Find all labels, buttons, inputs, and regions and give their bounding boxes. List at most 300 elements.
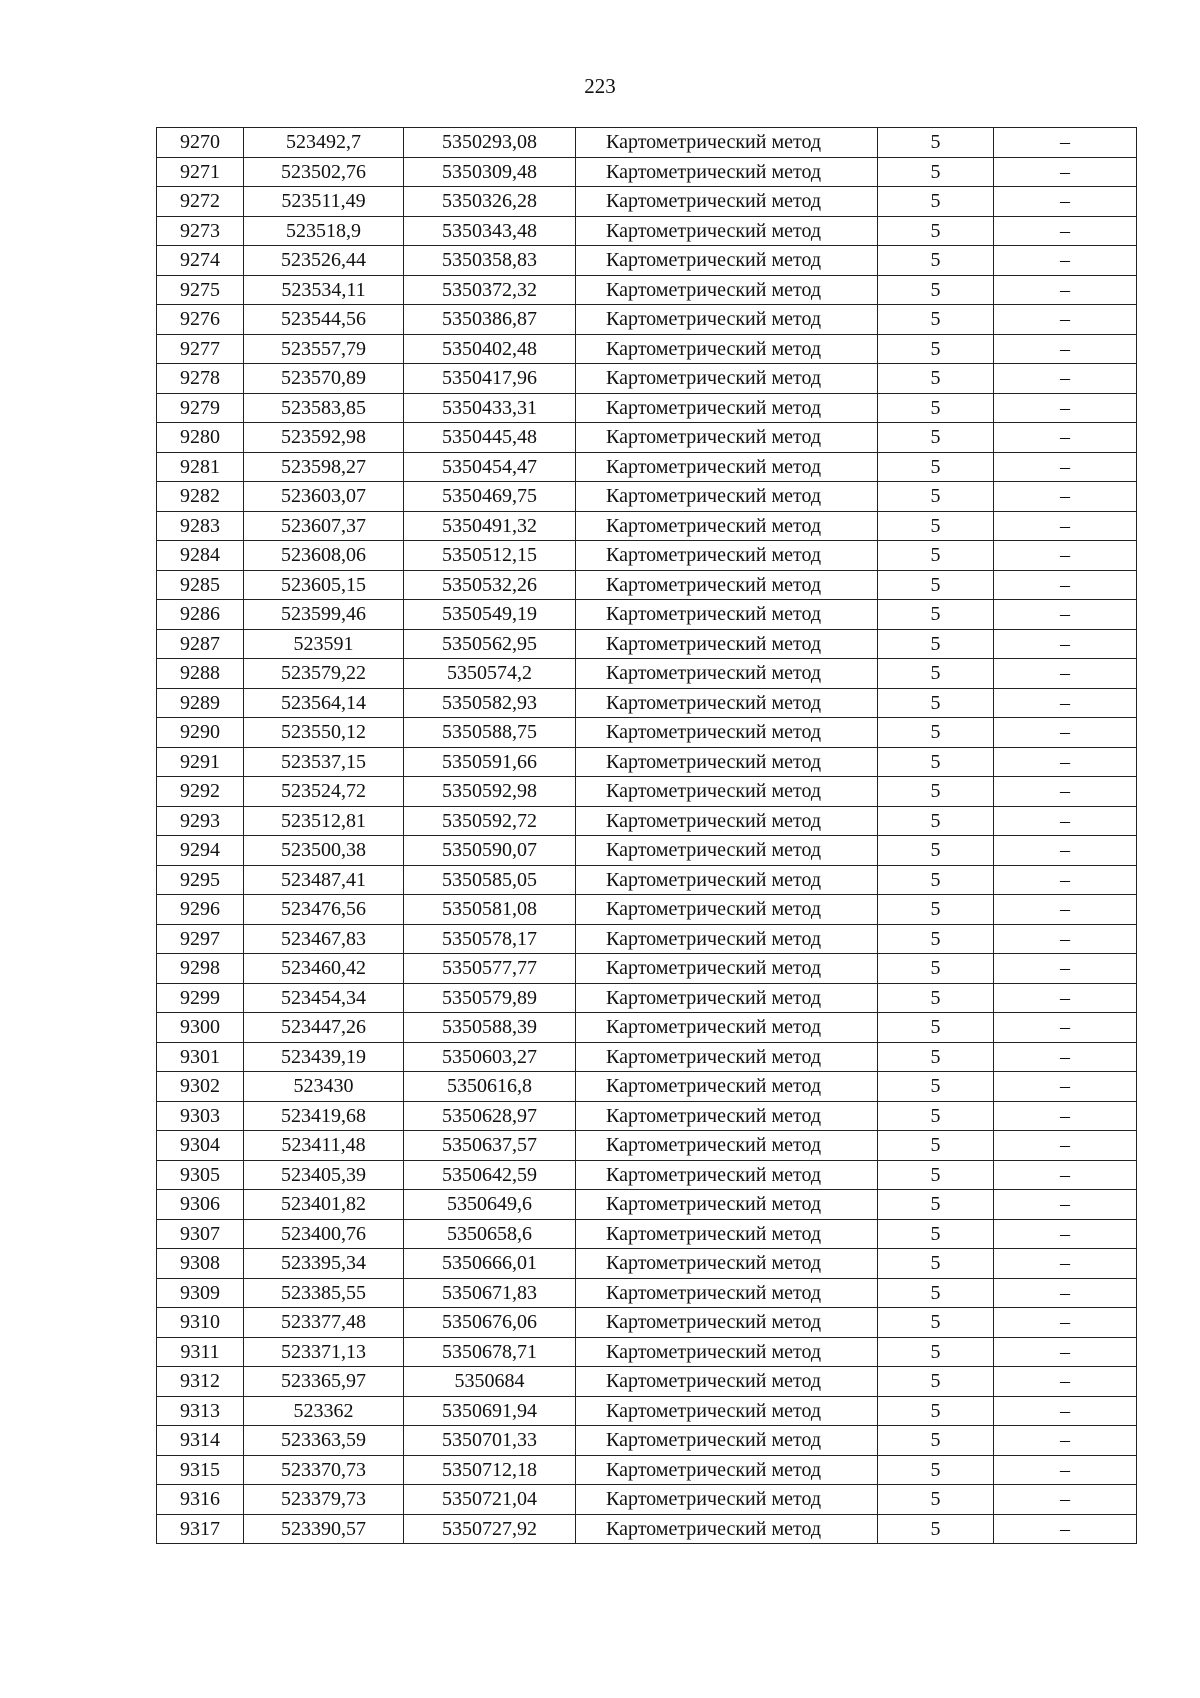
point-number-cell: 9299 bbox=[157, 983, 244, 1013]
x-coordinate-cell: 523419,68 bbox=[244, 1101, 404, 1131]
accuracy-cell: 5 bbox=[878, 1308, 994, 1338]
x-coordinate-cell: 523583,85 bbox=[244, 393, 404, 423]
y-coordinate-cell: 5350649,6 bbox=[404, 1190, 576, 1220]
method-cell: Картометрический метод bbox=[576, 954, 878, 984]
accuracy-cell: 5 bbox=[878, 836, 994, 866]
x-coordinate-cell: 523591 bbox=[244, 629, 404, 659]
y-coordinate-cell: 5350588,75 bbox=[404, 718, 576, 748]
method-cell: Картометрический метод bbox=[576, 836, 878, 866]
y-coordinate-cell: 5350642,59 bbox=[404, 1160, 576, 1190]
point-number-cell: 9288 bbox=[157, 659, 244, 689]
table-row bbox=[157, 983, 1137, 1013]
y-coordinate-cell: 5350309,48 bbox=[404, 157, 576, 187]
note-cell: – bbox=[994, 747, 1137, 777]
point-number-cell: 9300 bbox=[157, 1013, 244, 1043]
y-coordinate-cell: 5350549,19 bbox=[404, 600, 576, 630]
accuracy-cell: 5 bbox=[878, 895, 994, 925]
note-cell: – bbox=[994, 865, 1137, 895]
x-coordinate-cell: 523395,34 bbox=[244, 1249, 404, 1279]
note-cell: – bbox=[994, 836, 1137, 866]
note-cell: – bbox=[994, 806, 1137, 836]
y-coordinate-cell: 5350585,05 bbox=[404, 865, 576, 895]
table-row bbox=[157, 836, 1137, 866]
x-coordinate-cell: 523500,38 bbox=[244, 836, 404, 866]
accuracy-cell: 5 bbox=[878, 393, 994, 423]
x-coordinate-cell: 523607,37 bbox=[244, 511, 404, 541]
point-number-cell: 9316 bbox=[157, 1485, 244, 1515]
method-cell: Картометрический метод bbox=[576, 1455, 878, 1485]
note-cell: – bbox=[994, 1396, 1137, 1426]
y-coordinate-cell: 5350574,2 bbox=[404, 659, 576, 689]
method-cell: Картометрический метод bbox=[576, 305, 878, 335]
y-coordinate-cell: 5350386,87 bbox=[404, 305, 576, 335]
table-row bbox=[157, 128, 1137, 158]
y-coordinate-cell: 5350454,47 bbox=[404, 452, 576, 482]
note-cell: – bbox=[994, 1013, 1137, 1043]
x-coordinate-cell: 523377,48 bbox=[244, 1308, 404, 1338]
x-coordinate-cell: 523362 bbox=[244, 1396, 404, 1426]
note-cell: – bbox=[994, 187, 1137, 217]
accuracy-cell: 5 bbox=[878, 1367, 994, 1397]
method-cell: Картометрический метод bbox=[576, 187, 878, 217]
table-row bbox=[157, 1278, 1137, 1308]
point-number-cell: 9271 bbox=[157, 157, 244, 187]
y-coordinate-cell: 5350491,32 bbox=[404, 511, 576, 541]
method-cell: Картометрический метод bbox=[576, 659, 878, 689]
note-cell: – bbox=[994, 718, 1137, 748]
y-coordinate-cell: 5350577,77 bbox=[404, 954, 576, 984]
point-number-cell: 9283 bbox=[157, 511, 244, 541]
accuracy-cell: 5 bbox=[878, 983, 994, 1013]
x-coordinate-cell: 523524,72 bbox=[244, 777, 404, 807]
point-number-cell: 9286 bbox=[157, 600, 244, 630]
y-coordinate-cell: 5350582,93 bbox=[404, 688, 576, 718]
point-number-cell: 9306 bbox=[157, 1190, 244, 1220]
point-number-cell: 9281 bbox=[157, 452, 244, 482]
method-cell: Картометрический метод bbox=[576, 1072, 878, 1102]
point-number-cell: 9303 bbox=[157, 1101, 244, 1131]
method-cell: Картометрический метод bbox=[576, 1337, 878, 1367]
method-cell: Картометрический метод bbox=[576, 1013, 878, 1043]
table-row bbox=[157, 1013, 1137, 1043]
table-row bbox=[157, 334, 1137, 364]
method-cell: Картометрический метод bbox=[576, 688, 878, 718]
point-number-cell: 9273 bbox=[157, 216, 244, 246]
note-cell: – bbox=[994, 983, 1137, 1013]
accuracy-cell: 5 bbox=[878, 1219, 994, 1249]
accuracy-cell: 5 bbox=[878, 364, 994, 394]
x-coordinate-cell: 523439,19 bbox=[244, 1042, 404, 1072]
y-coordinate-cell: 5350326,28 bbox=[404, 187, 576, 217]
y-coordinate-cell: 5350701,33 bbox=[404, 1426, 576, 1456]
method-cell: Картометрический метод bbox=[576, 334, 878, 364]
y-coordinate-cell: 5350588,39 bbox=[404, 1013, 576, 1043]
x-coordinate-cell: 523379,73 bbox=[244, 1485, 404, 1515]
y-coordinate-cell: 5350591,66 bbox=[404, 747, 576, 777]
table-row bbox=[157, 600, 1137, 630]
y-coordinate-cell: 5350676,06 bbox=[404, 1308, 576, 1338]
y-coordinate-cell: 5350658,6 bbox=[404, 1219, 576, 1249]
method-cell: Картометрический метод bbox=[576, 895, 878, 925]
accuracy-cell: 5 bbox=[878, 1249, 994, 1279]
y-coordinate-cell: 5350581,08 bbox=[404, 895, 576, 925]
table-row bbox=[157, 1042, 1137, 1072]
table-row bbox=[157, 1337, 1137, 1367]
accuracy-cell: 5 bbox=[878, 924, 994, 954]
y-coordinate-cell: 5350358,83 bbox=[404, 246, 576, 276]
x-coordinate-cell: 523492,7 bbox=[244, 128, 404, 158]
note-cell: – bbox=[994, 452, 1137, 482]
note-cell: – bbox=[994, 128, 1137, 158]
point-number-cell: 9294 bbox=[157, 836, 244, 866]
note-cell: – bbox=[994, 659, 1137, 689]
table-row bbox=[157, 924, 1137, 954]
table-row bbox=[157, 393, 1137, 423]
x-coordinate-cell: 523385,55 bbox=[244, 1278, 404, 1308]
method-cell: Картометрический метод bbox=[576, 1367, 878, 1397]
accuracy-cell: 5 bbox=[878, 452, 994, 482]
accuracy-cell: 5 bbox=[878, 1042, 994, 1072]
accuracy-cell: 5 bbox=[878, 659, 994, 689]
note-cell: – bbox=[994, 423, 1137, 453]
method-cell: Картометрический метод bbox=[576, 629, 878, 659]
note-cell: – bbox=[994, 246, 1137, 276]
table-row bbox=[157, 541, 1137, 571]
accuracy-cell: 5 bbox=[878, 1190, 994, 1220]
point-number-cell: 9287 bbox=[157, 629, 244, 659]
x-coordinate-cell: 523430 bbox=[244, 1072, 404, 1102]
point-number-cell: 9275 bbox=[157, 275, 244, 305]
accuracy-cell: 5 bbox=[878, 423, 994, 453]
note-cell: – bbox=[994, 1455, 1137, 1485]
y-coordinate-cell: 5350532,26 bbox=[404, 570, 576, 600]
point-number-cell: 9304 bbox=[157, 1131, 244, 1161]
note-cell: – bbox=[994, 541, 1137, 571]
y-coordinate-cell: 5350592,72 bbox=[404, 806, 576, 836]
note-cell: – bbox=[994, 1160, 1137, 1190]
table-row bbox=[157, 1426, 1137, 1456]
y-coordinate-cell: 5350512,15 bbox=[404, 541, 576, 571]
note-cell: – bbox=[994, 1278, 1137, 1308]
table-row bbox=[157, 157, 1137, 187]
point-number-cell: 9291 bbox=[157, 747, 244, 777]
method-cell: Картометрический метод bbox=[576, 482, 878, 512]
point-number-cell: 9290 bbox=[157, 718, 244, 748]
x-coordinate-cell: 523476,56 bbox=[244, 895, 404, 925]
x-coordinate-cell: 523534,11 bbox=[244, 275, 404, 305]
table-row bbox=[157, 511, 1137, 541]
method-cell: Картометрический метод bbox=[576, 1308, 878, 1338]
x-coordinate-cell: 523512,81 bbox=[244, 806, 404, 836]
method-cell: Картометрический метод bbox=[576, 1160, 878, 1190]
x-coordinate-cell: 523599,46 bbox=[244, 600, 404, 630]
x-coordinate-cell: 523363,59 bbox=[244, 1426, 404, 1456]
method-cell: Картометрический метод bbox=[576, 747, 878, 777]
point-number-cell: 9307 bbox=[157, 1219, 244, 1249]
method-cell: Картометрический метод bbox=[576, 806, 878, 836]
x-coordinate-cell: 523526,44 bbox=[244, 246, 404, 276]
method-cell: Картометрический метод bbox=[576, 364, 878, 394]
accuracy-cell: 5 bbox=[878, 334, 994, 364]
x-coordinate-cell: 523400,76 bbox=[244, 1219, 404, 1249]
point-number-cell: 9277 bbox=[157, 334, 244, 364]
accuracy-cell: 5 bbox=[878, 541, 994, 571]
note-cell: – bbox=[994, 157, 1137, 187]
x-coordinate-cell: 523502,76 bbox=[244, 157, 404, 187]
point-number-cell: 9289 bbox=[157, 688, 244, 718]
point-number-cell: 9295 bbox=[157, 865, 244, 895]
x-coordinate-cell: 523365,97 bbox=[244, 1367, 404, 1397]
accuracy-cell: 5 bbox=[878, 1131, 994, 1161]
table-row bbox=[157, 895, 1137, 925]
y-coordinate-cell: 5350666,01 bbox=[404, 1249, 576, 1279]
accuracy-cell: 5 bbox=[878, 1426, 994, 1456]
point-number-cell: 9317 bbox=[157, 1514, 244, 1544]
y-coordinate-cell: 5350293,08 bbox=[404, 128, 576, 158]
table-row bbox=[157, 1072, 1137, 1102]
method-cell: Картометрический метод bbox=[576, 777, 878, 807]
method-cell: Картометрический метод bbox=[576, 157, 878, 187]
method-cell: Картометрический метод bbox=[576, 1485, 878, 1515]
x-coordinate-cell: 523608,06 bbox=[244, 541, 404, 571]
note-cell: – bbox=[994, 777, 1137, 807]
coordinates-table-body bbox=[157, 128, 1137, 1544]
x-coordinate-cell: 523518,9 bbox=[244, 216, 404, 246]
note-cell: – bbox=[994, 895, 1137, 925]
point-number-cell: 9272 bbox=[157, 187, 244, 217]
accuracy-cell: 5 bbox=[878, 246, 994, 276]
y-coordinate-cell: 5350721,04 bbox=[404, 1485, 576, 1515]
table-row bbox=[157, 216, 1137, 246]
note-cell: – bbox=[994, 600, 1137, 630]
table-row bbox=[157, 1219, 1137, 1249]
method-cell: Картометрический метод bbox=[576, 1278, 878, 1308]
table-row bbox=[157, 423, 1137, 453]
note-cell: – bbox=[994, 275, 1137, 305]
note-cell: – bbox=[994, 364, 1137, 394]
coordinates-table bbox=[156, 127, 1137, 1544]
table-row bbox=[157, 1367, 1137, 1397]
table-row bbox=[157, 1514, 1137, 1544]
y-coordinate-cell: 5350417,96 bbox=[404, 364, 576, 394]
x-coordinate-cell: 523411,48 bbox=[244, 1131, 404, 1161]
table-row bbox=[157, 954, 1137, 984]
point-number-cell: 9276 bbox=[157, 305, 244, 335]
note-cell: – bbox=[994, 1101, 1137, 1131]
point-number-cell: 9292 bbox=[157, 777, 244, 807]
method-cell: Картометрический метод bbox=[576, 1426, 878, 1456]
accuracy-cell: 5 bbox=[878, 1337, 994, 1367]
note-cell: – bbox=[994, 1249, 1137, 1279]
note-cell: – bbox=[994, 216, 1137, 246]
method-cell: Картометрический метод bbox=[576, 1190, 878, 1220]
table-row bbox=[157, 187, 1137, 217]
note-cell: – bbox=[994, 1514, 1137, 1544]
x-coordinate-cell: 523454,34 bbox=[244, 983, 404, 1013]
table-row bbox=[157, 718, 1137, 748]
accuracy-cell: 5 bbox=[878, 1396, 994, 1426]
x-coordinate-cell: 523405,39 bbox=[244, 1160, 404, 1190]
point-number-cell: 9309 bbox=[157, 1278, 244, 1308]
x-coordinate-cell: 523579,22 bbox=[244, 659, 404, 689]
accuracy-cell: 5 bbox=[878, 128, 994, 158]
note-cell: – bbox=[994, 1131, 1137, 1161]
x-coordinate-cell: 523370,73 bbox=[244, 1455, 404, 1485]
note-cell: – bbox=[994, 954, 1137, 984]
note-cell: – bbox=[994, 482, 1137, 512]
y-coordinate-cell: 5350402,48 bbox=[404, 334, 576, 364]
method-cell: Картометрический метод bbox=[576, 1101, 878, 1131]
x-coordinate-cell: 523550,12 bbox=[244, 718, 404, 748]
note-cell: – bbox=[994, 1072, 1137, 1102]
accuracy-cell: 5 bbox=[878, 1278, 994, 1308]
x-coordinate-cell: 523557,79 bbox=[244, 334, 404, 364]
method-cell: Картометрический метод bbox=[576, 275, 878, 305]
method-cell: Картометрический метод bbox=[576, 865, 878, 895]
table-row bbox=[157, 688, 1137, 718]
table-row bbox=[157, 246, 1137, 276]
accuracy-cell: 5 bbox=[878, 718, 994, 748]
accuracy-cell: 5 bbox=[878, 1101, 994, 1131]
method-cell: Картометрический метод bbox=[576, 1131, 878, 1161]
table-row bbox=[157, 1455, 1137, 1485]
table-row bbox=[157, 1249, 1137, 1279]
note-cell: – bbox=[994, 629, 1137, 659]
y-coordinate-cell: 5350469,75 bbox=[404, 482, 576, 512]
x-coordinate-cell: 523603,07 bbox=[244, 482, 404, 512]
x-coordinate-cell: 523371,13 bbox=[244, 1337, 404, 1367]
y-coordinate-cell: 5350579,89 bbox=[404, 983, 576, 1013]
table-row bbox=[157, 865, 1137, 895]
y-coordinate-cell: 5350445,48 bbox=[404, 423, 576, 453]
y-coordinate-cell: 5350684 bbox=[404, 1367, 576, 1397]
table-row bbox=[157, 1160, 1137, 1190]
note-cell: – bbox=[994, 334, 1137, 364]
method-cell: Картометрический метод bbox=[576, 600, 878, 630]
note-cell: – bbox=[994, 688, 1137, 718]
accuracy-cell: 5 bbox=[878, 1514, 994, 1544]
note-cell: – bbox=[994, 393, 1137, 423]
method-cell: Картометрический метод bbox=[576, 924, 878, 954]
x-coordinate-cell: 523390,57 bbox=[244, 1514, 404, 1544]
y-coordinate-cell: 5350372,32 bbox=[404, 275, 576, 305]
accuracy-cell: 5 bbox=[878, 482, 994, 512]
method-cell: Картометрический метод bbox=[576, 1514, 878, 1544]
y-coordinate-cell: 5350691,94 bbox=[404, 1396, 576, 1426]
y-coordinate-cell: 5350603,27 bbox=[404, 1042, 576, 1072]
accuracy-cell: 5 bbox=[878, 1072, 994, 1102]
point-number-cell: 9311 bbox=[157, 1337, 244, 1367]
accuracy-cell: 5 bbox=[878, 600, 994, 630]
point-number-cell: 9270 bbox=[157, 128, 244, 158]
point-number-cell: 9298 bbox=[157, 954, 244, 984]
point-number-cell: 9293 bbox=[157, 806, 244, 836]
table-row bbox=[157, 1101, 1137, 1131]
point-number-cell: 9313 bbox=[157, 1396, 244, 1426]
method-cell: Картометрический метод bbox=[576, 1396, 878, 1426]
accuracy-cell: 5 bbox=[878, 1013, 994, 1043]
table-row bbox=[157, 747, 1137, 777]
point-number-cell: 9282 bbox=[157, 482, 244, 512]
x-coordinate-cell: 523598,27 bbox=[244, 452, 404, 482]
note-cell: – bbox=[994, 1190, 1137, 1220]
note-cell: – bbox=[994, 1485, 1137, 1515]
table-row bbox=[157, 777, 1137, 807]
accuracy-cell: 5 bbox=[878, 688, 994, 718]
x-coordinate-cell: 523447,26 bbox=[244, 1013, 404, 1043]
point-number-cell: 9301 bbox=[157, 1042, 244, 1072]
table-row bbox=[157, 364, 1137, 394]
table-row bbox=[157, 570, 1137, 600]
method-cell: Картометрический метод bbox=[576, 718, 878, 748]
method-cell: Картометрический метод bbox=[576, 983, 878, 1013]
accuracy-cell: 5 bbox=[878, 1455, 994, 1485]
method-cell: Картометрический метод bbox=[576, 570, 878, 600]
y-coordinate-cell: 5350678,71 bbox=[404, 1337, 576, 1367]
accuracy-cell: 5 bbox=[878, 777, 994, 807]
note-cell: – bbox=[994, 1042, 1137, 1072]
accuracy-cell: 5 bbox=[878, 216, 994, 246]
table-row bbox=[157, 1396, 1137, 1426]
accuracy-cell: 5 bbox=[878, 157, 994, 187]
y-coordinate-cell: 5350727,92 bbox=[404, 1514, 576, 1544]
table-row bbox=[157, 1131, 1137, 1161]
table-row bbox=[157, 629, 1137, 659]
table-row bbox=[157, 1190, 1137, 1220]
y-coordinate-cell: 5350590,07 bbox=[404, 836, 576, 866]
point-number-cell: 9302 bbox=[157, 1072, 244, 1102]
note-cell: – bbox=[994, 305, 1137, 335]
note-cell: – bbox=[994, 511, 1137, 541]
note-cell: – bbox=[994, 924, 1137, 954]
x-coordinate-cell: 523592,98 bbox=[244, 423, 404, 453]
table-row bbox=[157, 659, 1137, 689]
x-coordinate-cell: 523487,41 bbox=[244, 865, 404, 895]
accuracy-cell: 5 bbox=[878, 570, 994, 600]
point-number-cell: 9274 bbox=[157, 246, 244, 276]
method-cell: Картометрический метод bbox=[576, 1042, 878, 1072]
note-cell: – bbox=[994, 1219, 1137, 1249]
x-coordinate-cell: 523401,82 bbox=[244, 1190, 404, 1220]
table-row bbox=[157, 1308, 1137, 1338]
accuracy-cell: 5 bbox=[878, 954, 994, 984]
method-cell: Картометрический метод bbox=[576, 511, 878, 541]
point-number-cell: 9312 bbox=[157, 1367, 244, 1397]
note-cell: – bbox=[994, 570, 1137, 600]
point-number-cell: 9310 bbox=[157, 1308, 244, 1338]
x-coordinate-cell: 523537,15 bbox=[244, 747, 404, 777]
accuracy-cell: 5 bbox=[878, 511, 994, 541]
point-number-cell: 9279 bbox=[157, 393, 244, 423]
note-cell: – bbox=[994, 1308, 1137, 1338]
y-coordinate-cell: 5350562,95 bbox=[404, 629, 576, 659]
point-number-cell: 9284 bbox=[157, 541, 244, 571]
point-number-cell: 9297 bbox=[157, 924, 244, 954]
accuracy-cell: 5 bbox=[878, 1485, 994, 1515]
method-cell: Картометрический метод bbox=[576, 1219, 878, 1249]
table-row bbox=[157, 305, 1137, 335]
accuracy-cell: 5 bbox=[878, 305, 994, 335]
method-cell: Картометрический метод bbox=[576, 1249, 878, 1279]
y-coordinate-cell: 5350616,8 bbox=[404, 1072, 576, 1102]
note-cell: – bbox=[994, 1426, 1137, 1456]
x-coordinate-cell: 523564,14 bbox=[244, 688, 404, 718]
page-number: 223 bbox=[584, 74, 616, 98]
accuracy-cell: 5 bbox=[878, 629, 994, 659]
y-coordinate-cell: 5350637,57 bbox=[404, 1131, 576, 1161]
table-row bbox=[157, 452, 1137, 482]
note-cell: – bbox=[994, 1367, 1137, 1397]
